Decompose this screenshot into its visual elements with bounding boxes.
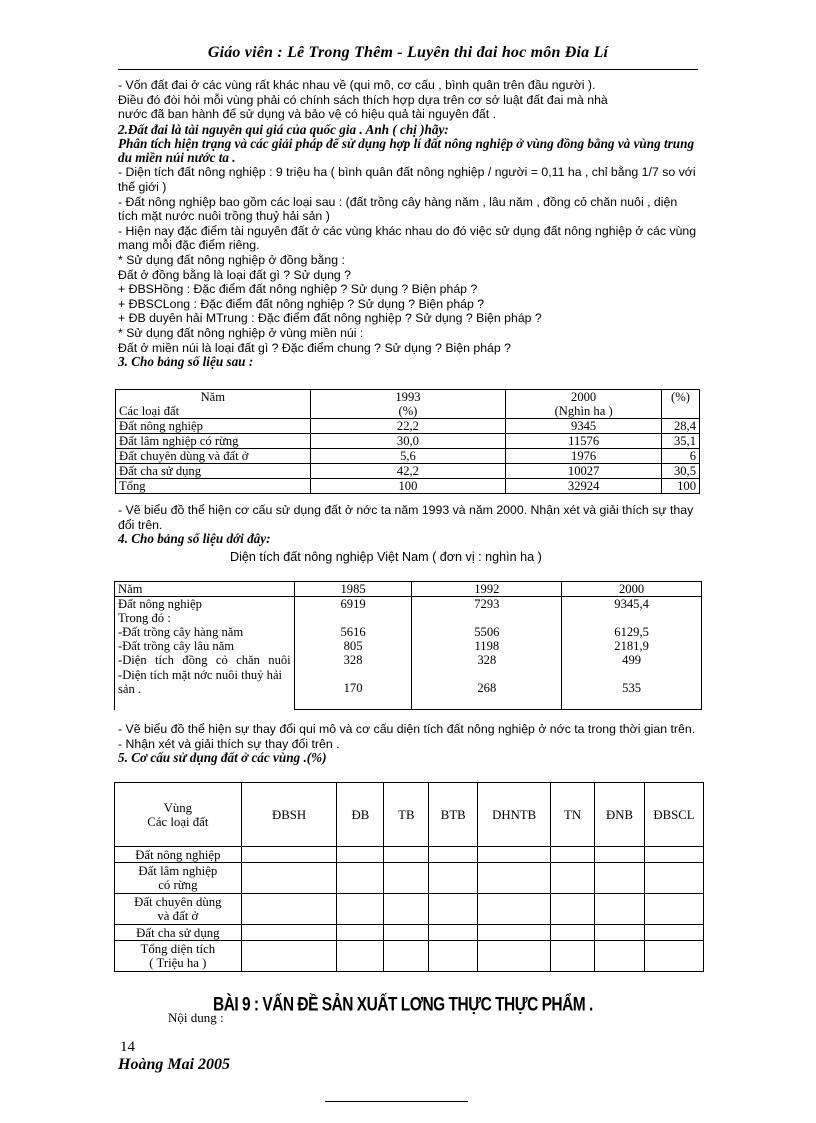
land-use-table (115, 389, 700, 494)
cell (115, 597, 295, 710)
section-2-line: * Sử dụng đất nông nghiệp ở vùng miền núi : (118, 325, 364, 340)
noi-dung-label: Nội dung : (168, 1010, 224, 1025)
section-4-notes (118, 722, 698, 766)
cell: 35,1 (662, 434, 700, 449)
section-2-line: Đất ở đồng bằng là loại đất gì ? Sử dụng ? (118, 267, 352, 282)
header-cell: ĐBSCL (644, 783, 703, 847)
cell: Đất chuyên dùng và đất ở (116, 449, 311, 464)
section-2-line: + ĐBSHồng : Đặc điểm đất nông nghiệp ? Sử dụng ? Biện pháp ? (118, 282, 478, 297)
col-types-label: Các loại đất (119, 404, 180, 418)
row-label: -Diện tích mặt nớc nuôi thuỷ hải sản . (118, 668, 283, 696)
section-5-heading: 5. Cơ cấu sử dụng đất ở các vùng .(%) (118, 750, 327, 766)
section-3-notes (118, 503, 698, 547)
header-cell (310, 390, 506, 419)
header-cell: 1985 (294, 582, 412, 597)
cell: Tổng (116, 479, 311, 494)
cell: 6 (662, 449, 700, 464)
col-1993-unit: (%) (398, 404, 418, 418)
section-3-note: - Vẽ biểu đồ thể hiện cơ cấu sử dụng đất ở nớc ta năm 1993 và năm 2000. Nhận xét và giải thích sự thay đổi trên. (118, 503, 694, 532)
section-3-heading: 3. Cho bảng số liệu sau : (118, 354, 254, 370)
cell: 100 (310, 479, 506, 494)
header-cell: ĐB (337, 783, 384, 847)
header-cell: Năm (115, 582, 295, 597)
section-2-line: + ĐBSCLong : Đặc điểm đất nông nghiệp ? Sử dụng ? Biện pháp ? (118, 296, 485, 311)
table-row (115, 597, 702, 710)
header-cell: DHNTB (478, 783, 551, 847)
cell: 30,0 (310, 434, 506, 449)
page-header: Giáo viên : Lê Trong Thêm - Luyên thi đai hoc môn Đia Lí (207, 44, 609, 61)
section-2-line: + ĐB duyên hải MTrung : Đặc điểm đất nông nghiệp ? Sử dụng ? Biện pháp ? (118, 311, 542, 326)
section-4-heading: 4. Cho bảng số liệu dới đây: (118, 531, 271, 547)
agri-land-table (114, 581, 702, 710)
cell: 10027 (506, 464, 662, 479)
cell: 9345 (506, 419, 662, 434)
col-1993-label: 1993 (395, 390, 421, 404)
row-label: -Đất trồng cây hàng năm (118, 625, 244, 639)
table-row (116, 479, 700, 494)
row-label: Trong đó : (118, 611, 171, 625)
table-row (115, 847, 704, 863)
header-cell: ĐNB (595, 783, 645, 847)
footer-rule (325, 1101, 468, 1102)
row-label: Đất nông nghiệp (118, 597, 202, 611)
section-2-line: - Diện tích đất nông nghiệp : 9 triệu ha ( bình quân đất nông nghiệp / người = 0,11 ha , chỉ bằng 1/7 so với thế giới ) (118, 165, 696, 194)
table-row (115, 941, 704, 972)
section-2-question: Phân tích hiện trạng và các giải pháp để sử dụng hợp lí đất nông nghiệp ở vùng đồng bằng và vùng trung du miền núi nước ta . (118, 136, 695, 166)
page-number: 14 (120, 1039, 135, 1055)
col-year-label: Năm (200, 390, 226, 404)
cell: Tổng diện tích ( Triệu ha ) (115, 941, 242, 972)
table-row (116, 449, 700, 464)
cell: Đất lâm nghiệp có rừng (116, 434, 311, 449)
cell: Đất cha sử dụng (116, 464, 311, 479)
cell: 7293 5506 1198 328 268 (412, 597, 562, 710)
col-vung-label: Vùng (163, 800, 193, 815)
row-label: -Đất trồng cây lâu năm (118, 639, 235, 653)
table-header-row (115, 783, 704, 847)
cell: Đất chuyên dùng và đất ở (115, 894, 242, 925)
header-cell (116, 390, 311, 419)
col-2000-unit: (Nghìn ha ) (554, 404, 613, 418)
table-header-row (116, 390, 700, 419)
cell: Đất nông nghiệp (116, 419, 311, 434)
table-row (115, 925, 704, 941)
col-2000-label: 2000 (571, 390, 597, 404)
row-label: -Diện tích đồng cỏ chăn nuôi (118, 653, 291, 667)
cell: Đất lâm nghiệp có rừng (115, 863, 242, 894)
table-row (115, 863, 704, 894)
cell: 6919 5616 805 328 170 (294, 597, 412, 710)
cell: 1976 (506, 449, 662, 464)
cell: 28,4 (662, 419, 700, 434)
col-types-label: Các loại đất (147, 814, 209, 829)
table-row (116, 434, 700, 449)
section-4-subtitle: Diện tích đất nông nghiệp Việt Nam ( đơn vị : nghìn ha ) (230, 550, 542, 564)
cell: 9345,4 6129,5 2181,9 499 535 (562, 597, 702, 710)
cell: 32924 (506, 479, 662, 494)
section-2-line: * Sử dụng đất nông nghiệp ở đồng bằng : (118, 252, 345, 267)
cell: 5,6 (310, 449, 506, 464)
header-cell: ĐBSH (241, 783, 337, 847)
section-2-line: - Hiện nay đặc điểm tài nguyên đất ở các vùng khác nhau do đó việc sử dụng đất nông nghiệp ở các vùng mang mỗi đặc điểm riêng. (118, 223, 697, 253)
section-2-heading: 2.Đất đai là tài nguyên qui giá của quốc gia . Anh ( chị )hãy: (118, 121, 449, 137)
section-4-note: - Nhận xét và giải thích sự thay đổi trên . (118, 736, 340, 751)
header-cell: TB (384, 783, 429, 847)
lesson-title: BÀI 9 : VẤN ĐỀ SẢN XUẤT LƠNG THỰC THỰC PHẨM . (213, 994, 593, 1016)
header-cell (506, 390, 662, 419)
header-cell (115, 783, 242, 847)
cell: 100 (662, 479, 700, 494)
header-cell: BTB (429, 783, 478, 847)
header-rule (118, 69, 698, 70)
cell: Đất nông nghiệp (115, 847, 242, 863)
cell: 11576 (506, 434, 662, 449)
cell: 22,2 (310, 419, 506, 434)
intro-block (118, 78, 698, 370)
cell: 30,5 (662, 464, 700, 479)
cell: Đất cha sử dụng (115, 925, 242, 941)
header-cell: (%) (662, 390, 700, 419)
header-cell: 1992 (412, 582, 562, 597)
header-cell: TN (551, 783, 595, 847)
intro-line: - Vốn đất đai ở các vùng rất khác nhau về (qui mô, cơ cấu , bình quân trên đầu người ). (118, 78, 596, 92)
section-2-line: - Đất nông nghiệp bao gồm các loại sau : (đất trồng cây hàng năm , lâu năm , đồng cỏ chăn nuôi , diện tích mặt nước nuôi trồng thuỷ hải sản ) (118, 194, 678, 224)
intro-line: Điều đó đòi hỏi mỗi vùng phải có chính sách thích hợp dựa trên cơ sở luật đất đai mà nhà (118, 92, 608, 107)
section-4-note: - Vẽ biểu đồ thể hiện sự thay đổi qui mô và cơ cấu diện tích đất nông nghiệp ở nớc ta trong thời gian trên. (118, 722, 696, 736)
cell: 42,2 (310, 464, 506, 479)
section-2-line: Đất ở miền núi là loại đất gì ? Đặc điểm chung ? Sử dụng ? Biện pháp ? (118, 340, 511, 355)
intro-line: nước đã ban hành để sử dụng và bảo vệ có hiệu quả tài nguyên đất . (118, 107, 496, 122)
table-row (115, 894, 704, 925)
header-cell: 2000 (562, 582, 702, 597)
footer-text: Hoàng Mai 2005 (118, 1056, 231, 1073)
table-row (116, 419, 700, 434)
table-row (116, 464, 700, 479)
regional-land-use-table (114, 782, 704, 972)
table-header-row (115, 582, 702, 597)
